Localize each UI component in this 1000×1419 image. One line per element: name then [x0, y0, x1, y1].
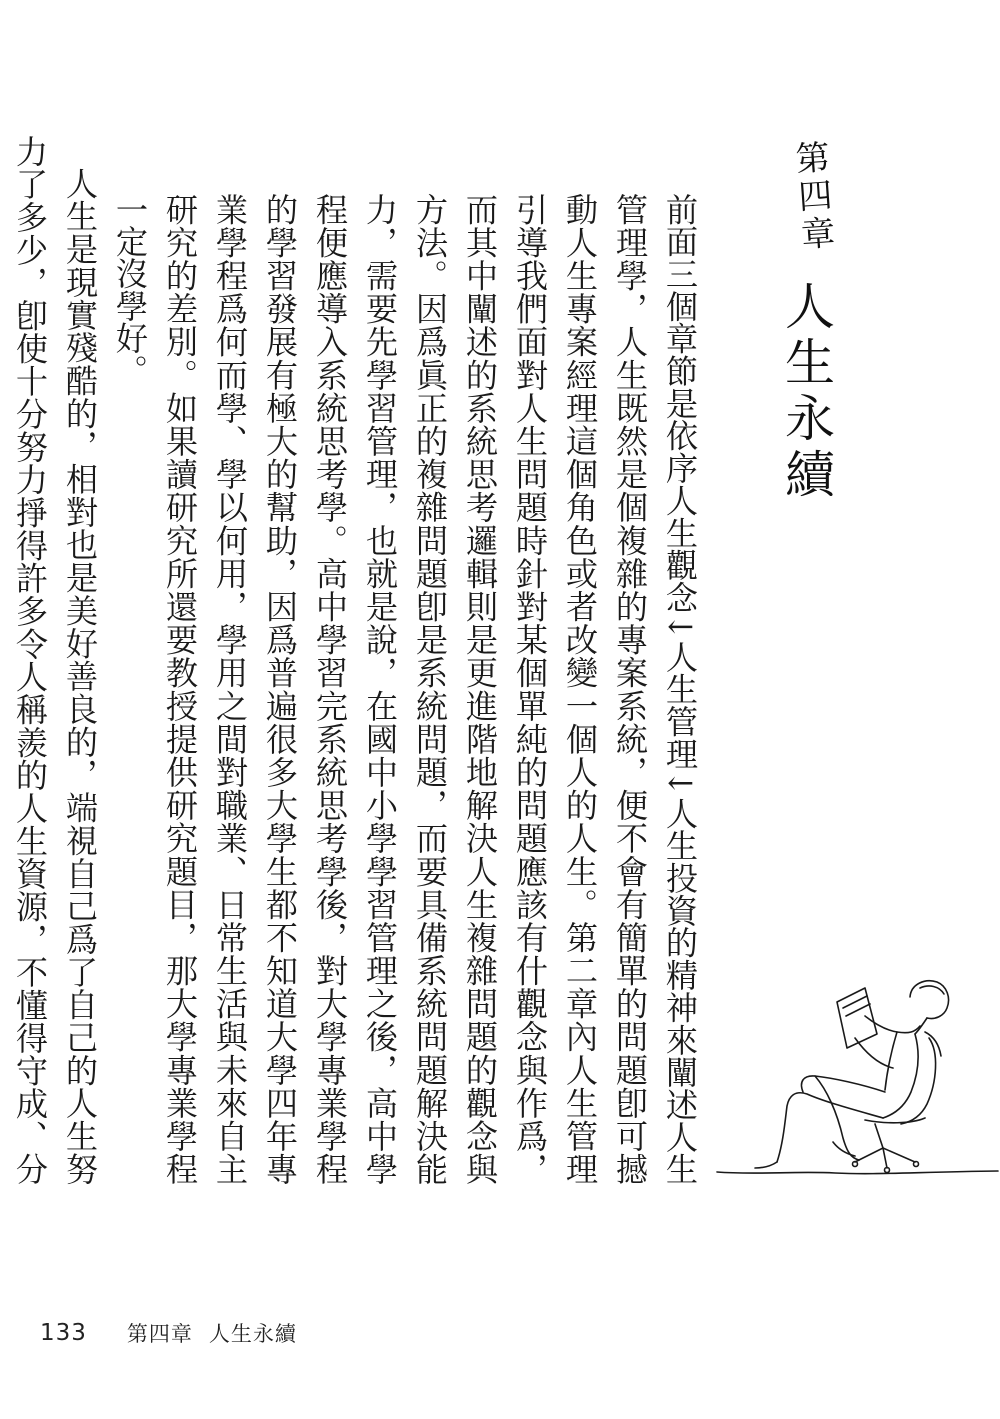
page-footer [40, 1318, 297, 1348]
page-number: 133 [40, 1320, 87, 1346]
running-head [127, 1318, 297, 1348]
body-paragraph: 人生是現實殘酷的，相對也是美好善良的，端視自己爲了自己的人生努力了多少，卽使十分努力掙得許多令人稱羨的人生資源，不懂得守成、分 [11, 135, 99, 1185]
chapter-label: 第四章 [788, 138, 836, 256]
person-reading-in-chair-icon [715, 972, 1000, 1182]
body-text [11, 135, 705, 1185]
chapter-title: 人生永續 [777, 280, 835, 504]
running-head-title: 人生永續 [208, 1322, 297, 1346]
running-head-chapter: 第四章 [126, 1322, 193, 1346]
body-paragraph: 前面三個章節是依序人生觀念↓人生管理↓人生投資的精神來闡述人生管理學，人生既然是個複雜的專案系統，便不會有簡單的問題卽可撼動人生專案經理這個角色或者改變一個人的人生。第二章內人生管理引導我們面對人生問題時針對某個單純的問題應該有什觀念與作爲，而其中闡述的系統思考邏輯則是更進階地解決人生複雜問題的觀念與方法。因爲眞正的複雜問題卽是系統問題，而要具備系統問題解決能力，需要先學習管理，也就是說，在國中小學學習管理之後，高中學程便應導入系統思考學。高中學習完系統思考學後，對大學專業學程的學習發展有極大的幫助，因爲普遍很多大學生都不知道大學四年專業學程爲何而學、學以何用，學用之間對職業、日常生活與未來自主研究的差別。如果讀研究所還要教授提供研究題目，那大學專業學程一定沒學好。 [111, 193, 699, 1185]
